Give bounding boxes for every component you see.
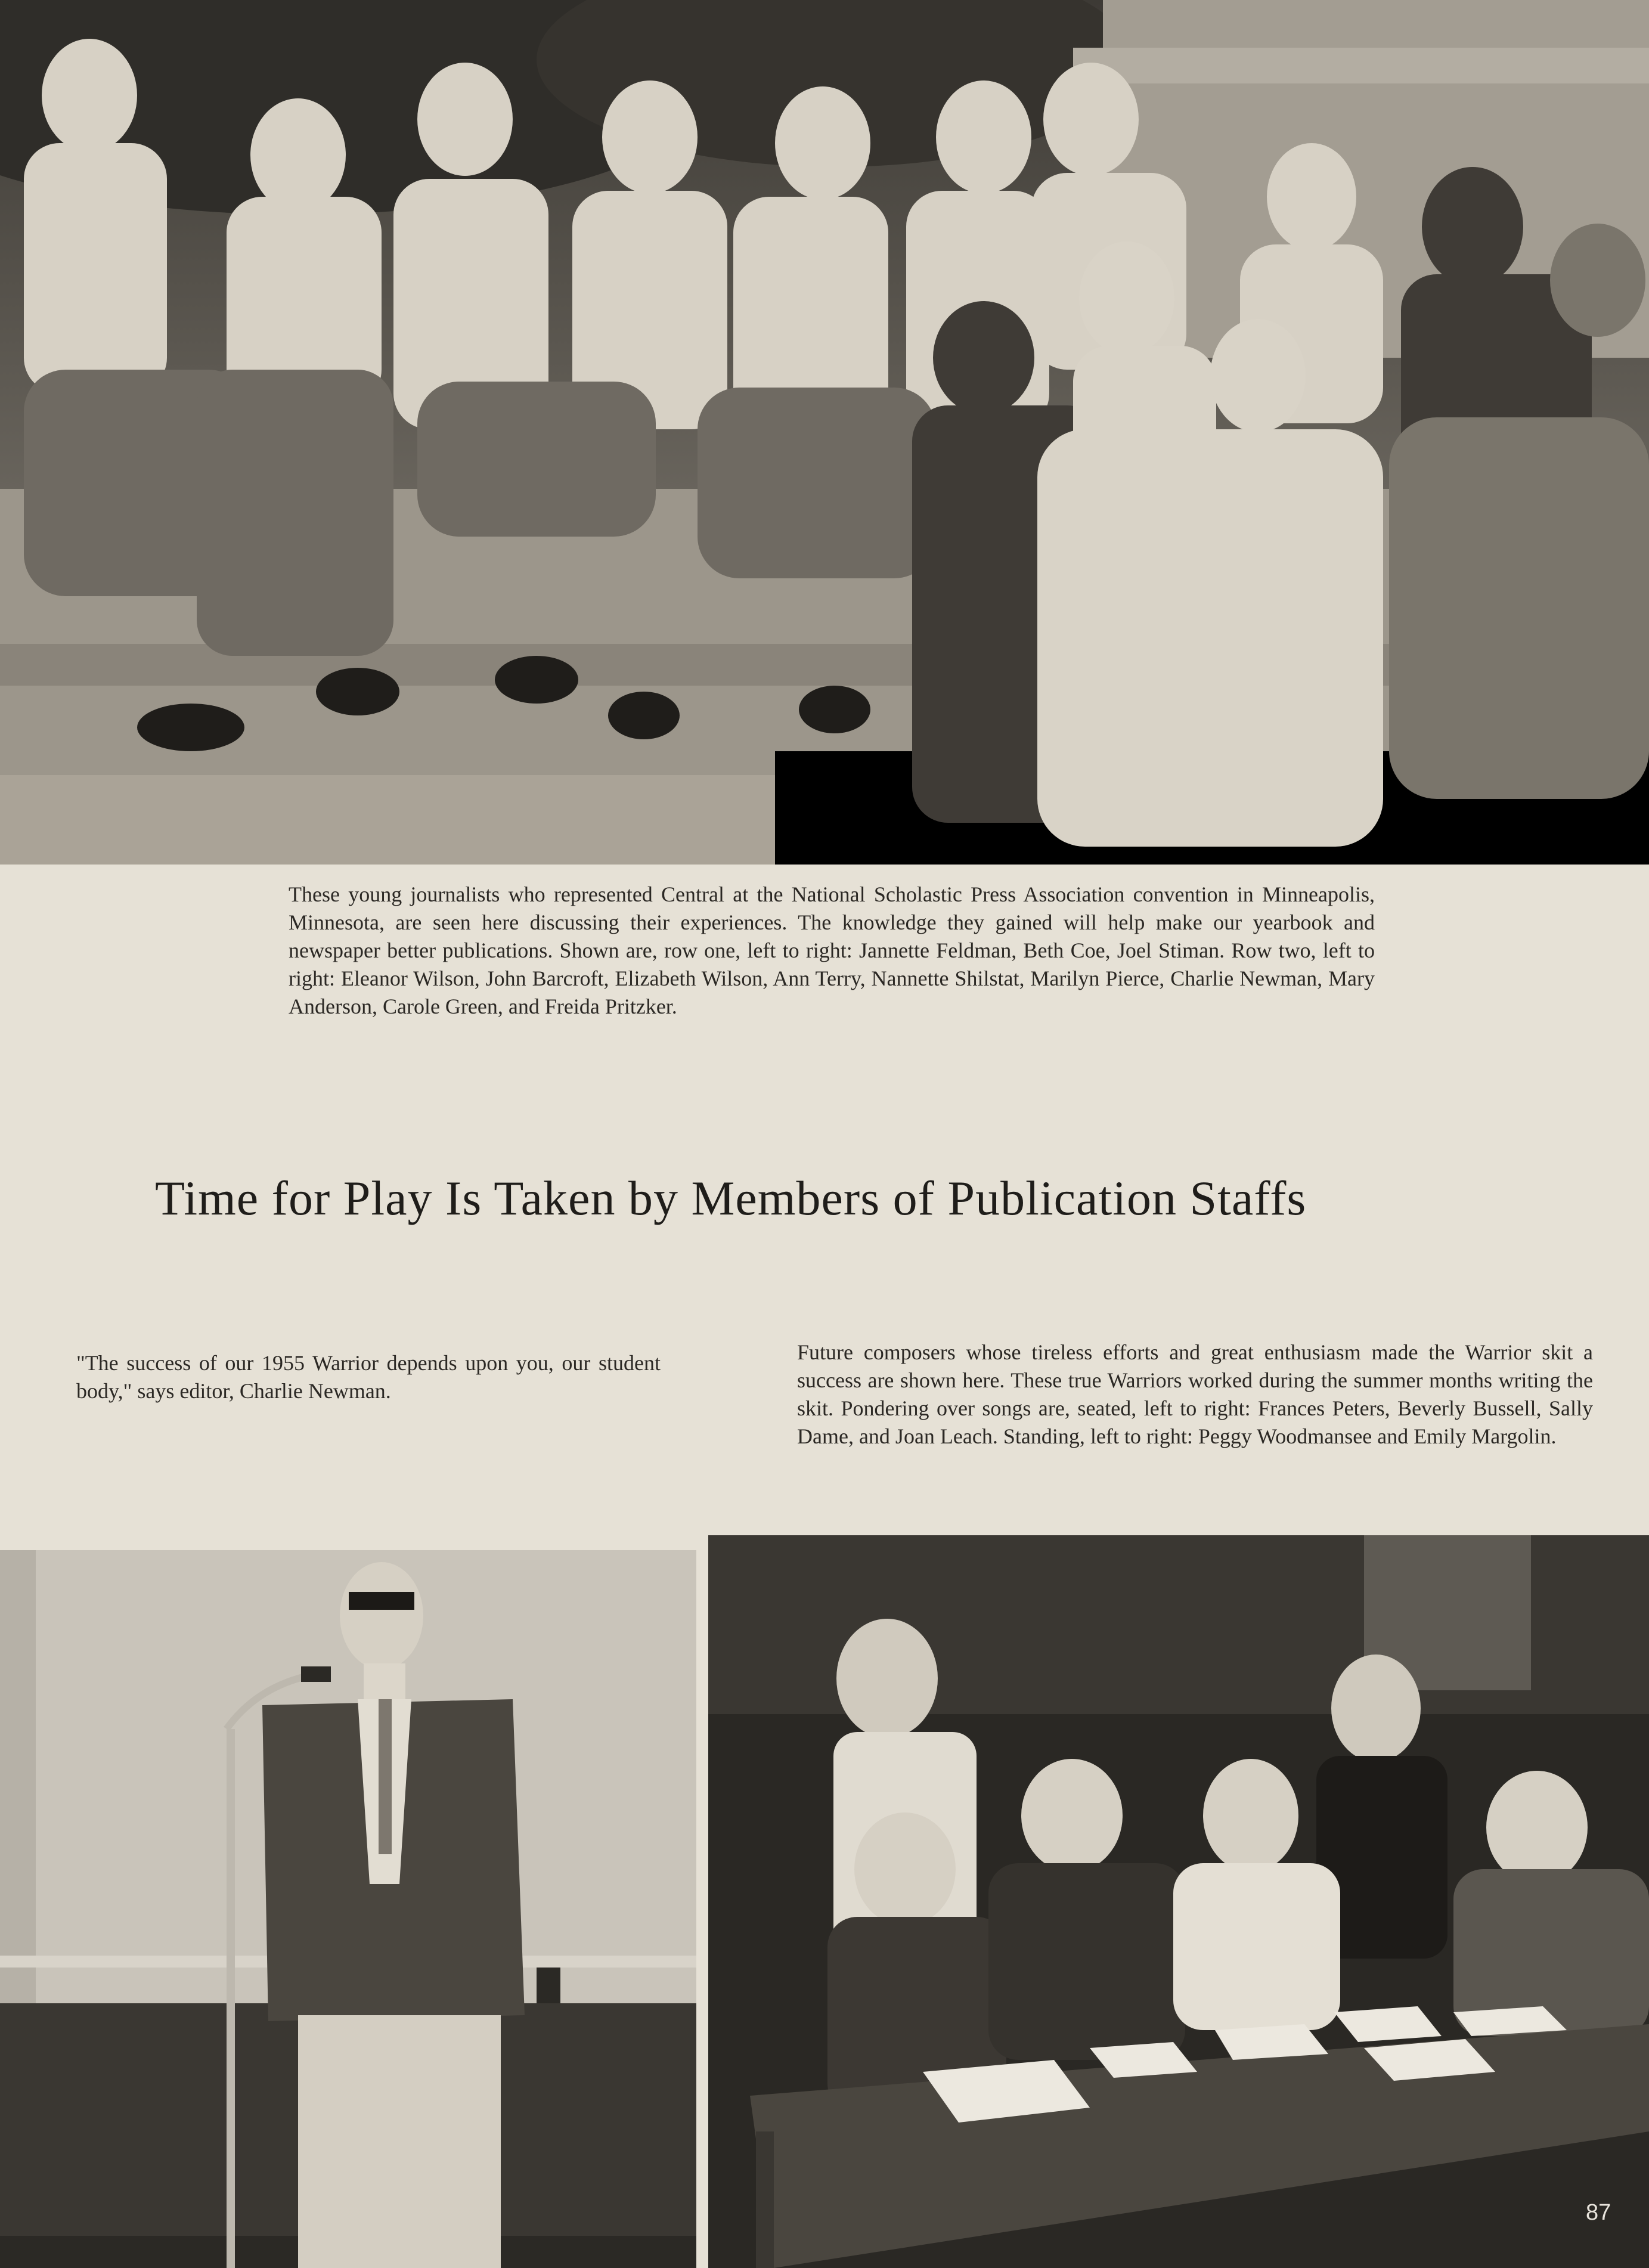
top-photo-caption: These young journalists who represented Central at the National Scholastic Press Association convention in Minneapolis, Minnesota, are seen here discussing their experiences. The knowledge they gained will help make our yearbook and newspaper better publications. Shown are, row one, left to right: Jannette Feldman, Beth Coe, Joel Stiman. Row two, left to right: Eleanor Wilson, John Barcroft, Elizabeth Wilson, Ann Terry, Nannette Shilstat, Marilyn Pierce, Charlie Newman, Mary Anderson, Carole Green, and Freida Pritzker. — [289, 882, 1375, 1018]
editor-speaking-photo-image — [0, 1550, 696, 2268]
group-photo-journalists-image — [0, 0, 1649, 865]
composers-photo-image — [708, 1535, 1649, 2268]
editor-speaking-photo — [0, 1550, 696, 2268]
speaker-photo-caption: "The success of our 1955 Warrior depends upon you, our student body," says editor, Charlie Newman. — [76, 1351, 661, 1403]
page-number: 87 — [1586, 2200, 1611, 2225]
page-headline: Time for Play Is Taken by Members of Publication Staffs — [155, 1171, 1307, 1225]
composers-photo-caption: Future composers whose tireless efforts and great enthusiasm made the Warrior skit a success are shown here. These true Warriors worked during the summer months writing the skit. Pondering over songs are, seated, left to right: Frances Peters, Beverly Bussell, Sally Dame, and Joan Leach. Standing, left to right: Peggy Woodmansee and Emily Margolin. — [797, 1340, 1593, 1448]
composers-photo — [708, 1535, 1649, 2268]
group-photo-journalists — [0, 0, 1649, 865]
